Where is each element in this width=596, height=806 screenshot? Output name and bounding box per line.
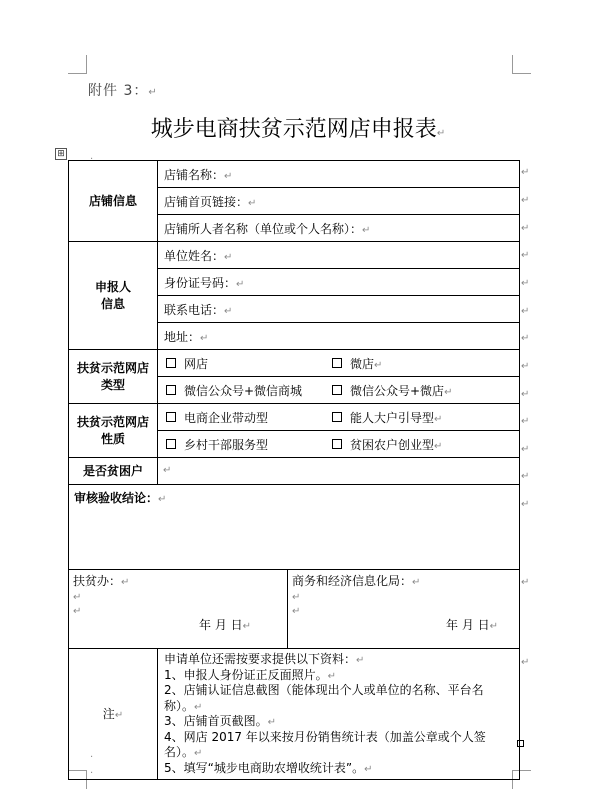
checkbox-wechat-mall[interactable] — [166, 385, 176, 395]
shop-owner-name-field[interactable]: 店铺所人者名称（单位或个人名称）：↵ — [158, 215, 520, 242]
checkbox-village-cadre-service[interactable] — [166, 439, 176, 449]
table-move-handle-icon[interactable]: ⊞ — [55, 148, 67, 160]
row-end-mark: ↵ — [521, 499, 530, 510]
applicant-name-field[interactable]: 单位姓名：↵ — [158, 242, 520, 269]
poor-household-field[interactable]: ↵ — [158, 458, 520, 485]
row-end-mark: ↵ — [521, 278, 530, 289]
application-form-table — [68, 160, 520, 780]
attachment-label: 附件 3：↵ — [88, 83, 158, 99]
review-conclusion-label: 审核验收结论： — [74, 491, 159, 505]
row-end-mark: ↵ — [521, 577, 530, 588]
checkbox-online-shop[interactable] — [166, 358, 176, 368]
checkbox-poor-household-startup[interactable] — [332, 439, 342, 449]
table-resize-handle-icon[interactable] — [517, 740, 524, 747]
poverty-office-signature-area[interactable]: 扶贫办：↵ ↵ ↵ 年 月 日↵ — [69, 570, 288, 649]
row-end-mark: ↵ — [521, 389, 530, 400]
poverty-office-date: 年 月 日↵ — [199, 618, 252, 632]
note-line: 5、填写“城步电商助农增收统计表”。↵ — [164, 760, 373, 775]
shop-type-options-row-1: 网店 微店↵ — [158, 350, 520, 377]
row-end-mark: ↵ — [521, 361, 530, 372]
page-title: 城步电商扶贫示范网店申报表↵ — [150, 117, 446, 142]
shop-info-label: 店铺信息 — [69, 161, 158, 242]
shop-nature-label: 扶贫示范网店 性质 — [69, 404, 158, 458]
commerce-bureau-signature-area[interactable]: 商务和经济信息化局：↵ ↵ ↵ 年 月 日↵ — [288, 570, 520, 649]
row-end-mark: ↵ — [521, 306, 530, 317]
note-line: 2、店铺认证信息截图（能体现出个人或单位的名称、平台名称）。↵ — [164, 683, 484, 713]
shop-name-field[interactable]: 店铺名称：↵ — [158, 161, 520, 188]
checkbox-capable-household-guided[interactable] — [332, 412, 342, 422]
shop-nature-options-row-1: 电商企业带动型 能人大户引导型↵ — [158, 404, 520, 431]
note-line: 4、网店 2017 年以来按月份销售统计表（加盖公章或个人签名）。↵ — [164, 729, 486, 759]
paragraph-mark: . — [90, 765, 94, 776]
shop-type-options-row-2: 微信公众号+微信商城 微信公众号+微店↵ — [158, 377, 520, 404]
note-line: 3、店铺首页截图。↵ — [164, 714, 277, 728]
phone-field[interactable]: 联系电话：↵ — [158, 296, 520, 323]
row-end-mark: ↵ — [521, 444, 530, 455]
shop-nature-options-row-2: 乡村干部服务型 贫困农户创业型↵ — [158, 431, 520, 458]
row-end-mark: ↵ — [521, 223, 530, 234]
note-line: 申请单位还需按要求提供以下资料：↵ — [164, 652, 365, 666]
shop-homepage-link-field[interactable]: 店铺首页链接：↵ — [158, 188, 520, 215]
row-end-mark: ↵ — [521, 471, 530, 482]
crop-mark-top-right — [512, 55, 531, 74]
notes-list — [158, 649, 520, 780]
row-end-mark: ↵ — [521, 195, 530, 206]
applicant-info-label: 申报人 信息 — [69, 242, 158, 350]
paragraph-mark: . — [90, 749, 94, 760]
commerce-bureau-date: 年 月 日↵ — [446, 618, 499, 632]
checkbox-enterprise-driven[interactable] — [166, 412, 176, 422]
paragraph-mark: . — [90, 151, 94, 162]
id-number-field[interactable]: 身份证号码：↵ — [158, 269, 520, 296]
row-end-mark: ↵ — [521, 416, 530, 427]
address-field[interactable]: 地址：↵ — [158, 323, 520, 350]
shop-type-label: 扶贫示范网店 类型 — [69, 350, 158, 404]
checkbox-micro-shop[interactable] — [332, 358, 342, 368]
row-end-mark: ↵ — [521, 167, 530, 178]
note-line: 1、申报人身份证正反面照片。↵ — [164, 667, 337, 682]
row-end-mark: ↵ — [521, 250, 530, 261]
review-conclusion-area[interactable]: 审核验收结论：↵ — [69, 485, 520, 570]
notes-label: 注↵ — [69, 649, 158, 780]
checkbox-wechat-micro-shop[interactable] — [332, 385, 342, 395]
crop-mark-top-left — [68, 55, 87, 74]
poor-household-label: 是否贫困户 — [69, 458, 158, 485]
row-end-mark: ↵ — [521, 657, 530, 668]
row-end-mark: ↵ — [521, 333, 530, 344]
